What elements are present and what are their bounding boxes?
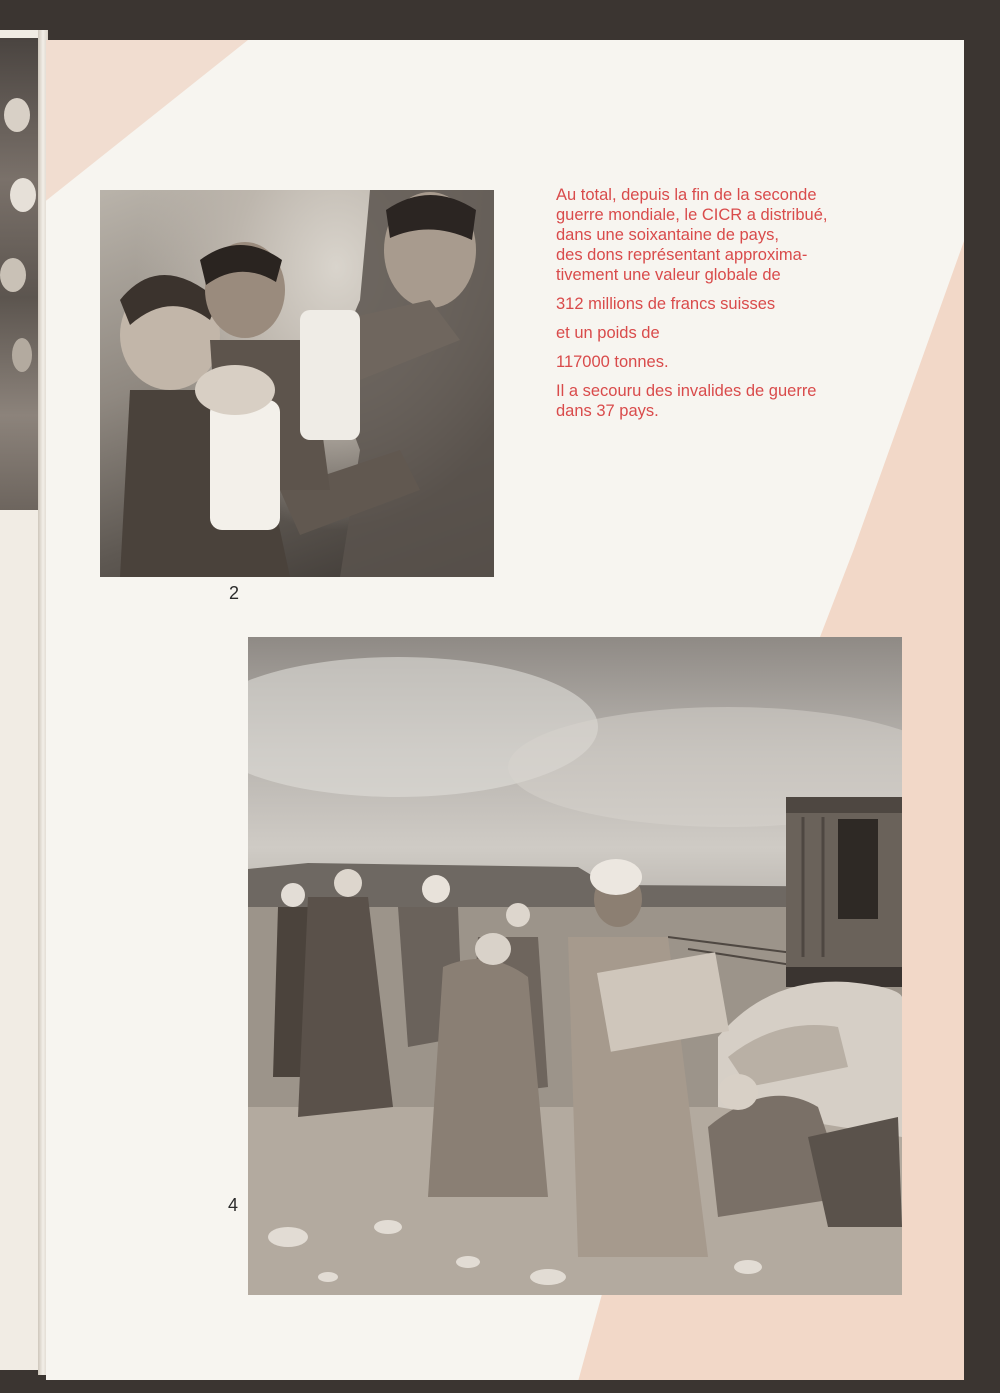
document-page: [46, 40, 964, 1380]
value-tonnes: 117000 tonnes.: [556, 353, 669, 371]
photo-children-receiving-gifts: [100, 190, 494, 577]
statistics-text: [556, 185, 896, 430]
text-line: Il a secouru des invalides de guerre: [556, 382, 817, 400]
text-line: des dons représentant approxima-: [556, 246, 808, 264]
text-line: Au total, depuis la fin de la seconde: [556, 186, 817, 204]
text-line: dans une soixantaine de pays,: [556, 226, 779, 244]
photo-distribution-near-train: [248, 637, 902, 1295]
text-line: guerre mondiale, le CICR a distribué,: [556, 206, 828, 224]
weight-intro: et un poids de: [556, 324, 660, 342]
figure-number-2: 2: [229, 583, 240, 603]
invalids-paragraph: [556, 381, 896, 421]
text-line: dans 37 pays.: [556, 402, 659, 420]
intro-paragraph: [556, 185, 896, 285]
text-line: tivement une valeur globale de: [556, 266, 781, 284]
figure-number-4: 4: [228, 1195, 239, 1215]
value-francs: 312 millions de francs suisses: [556, 295, 776, 313]
